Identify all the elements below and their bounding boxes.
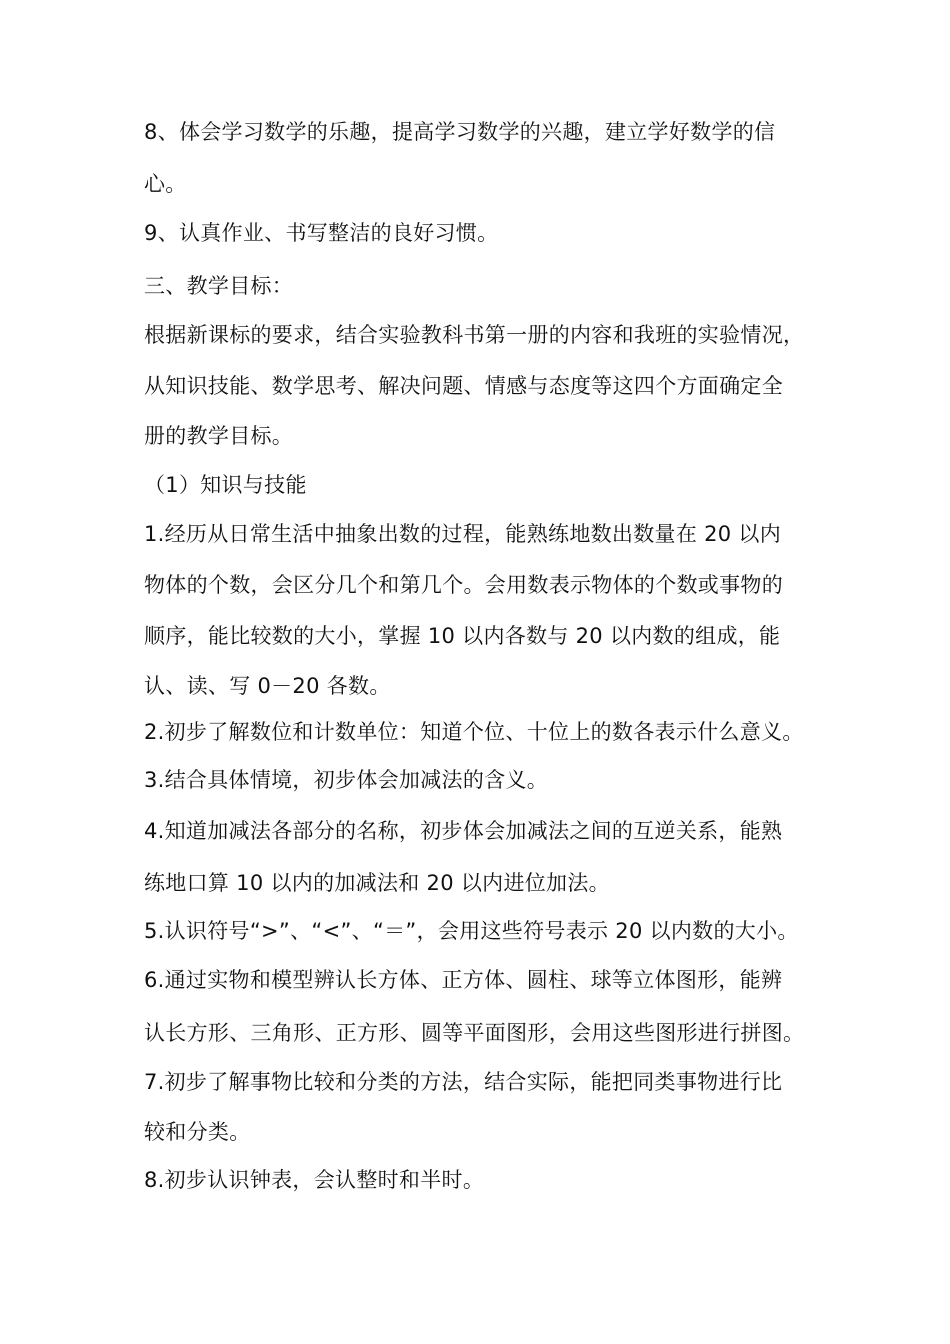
section-heading-teaching-goals: 三、教学目标： xyxy=(144,274,294,298)
text-line-goal-8: 8、体会学习数学的乐趣，提高学习数学的兴趣，建立学好数学的信 xyxy=(144,120,776,144)
text-line-item-4-cont: 练地口算 10 以内的加减法和 20 以内进位加法。 xyxy=(144,871,610,895)
text-line-item-5: 5.认识符号“>”、“<”、“＝”，会用这些符号表示 20 以内数的大小。 xyxy=(144,919,799,943)
text-line-item-8: 8.初步认识钟表，会认整时和半时。 xyxy=(144,1168,485,1192)
text-line-item-6-cont: 认长方形、三角形、正方形、圆等平面图形，会用这些图形进行拼图。 xyxy=(144,1021,805,1045)
text-line-item-4: 4.知道加减法各部分的名称，初步体会加减法之间的互逆关系，能熟 xyxy=(144,819,783,843)
text-line-intro-3: 册的教学目标。 xyxy=(144,424,294,448)
text-line-goal-8-cont: 心。 xyxy=(144,172,187,196)
subheading-knowledge-skills: （1）知识与技能 xyxy=(144,473,307,497)
text-line-intro-2: 从知识技能、数学思考、解决问题、情感与态度等这四个方面确定全 xyxy=(144,374,783,398)
text-line-item-7-cont: 较和分类。 xyxy=(144,1120,251,1144)
text-line-item-1: 1.经历从日常生活中抽象出数的过程，能熟练地数出数量在 20 以内 xyxy=(144,522,782,546)
text-line-item-2: 2.初步了解数位和计数单位：知道个位、十位上的数各表示什么意义。 xyxy=(144,720,804,744)
text-line-item-1-cont-2: 顺序，能比较数的大小，掌握 10 以内各数与 20 以内数的组成，能 xyxy=(144,624,781,648)
text-line-goal-9: 9、认真作业、书写整洁的良好习惯。 xyxy=(144,221,499,245)
text-line-item-7: 7.初步了解事物比较和分类的方法，结合实际，能把同类事物进行比 xyxy=(144,1070,783,1094)
text-line-item-3: 3.结合具体情境，初步体会加减法的含义。 xyxy=(144,768,549,792)
text-line-item-1-cont-3: 认、读、写 0－20 各数。 xyxy=(144,674,391,698)
text-line-item-6: 6.通过实物和模型辨认长方体、正方体、圆柱、球等立体图形，能辨 xyxy=(144,968,783,992)
text-line-item-1-cont-1: 物体的个数，会区分几个和第几个。会用数表示物体的个数或事物的 xyxy=(144,573,783,597)
text-line-intro-1: 根据新课标的要求，结合实验教科书第一册的内容和我班的实验情况， xyxy=(144,323,805,347)
